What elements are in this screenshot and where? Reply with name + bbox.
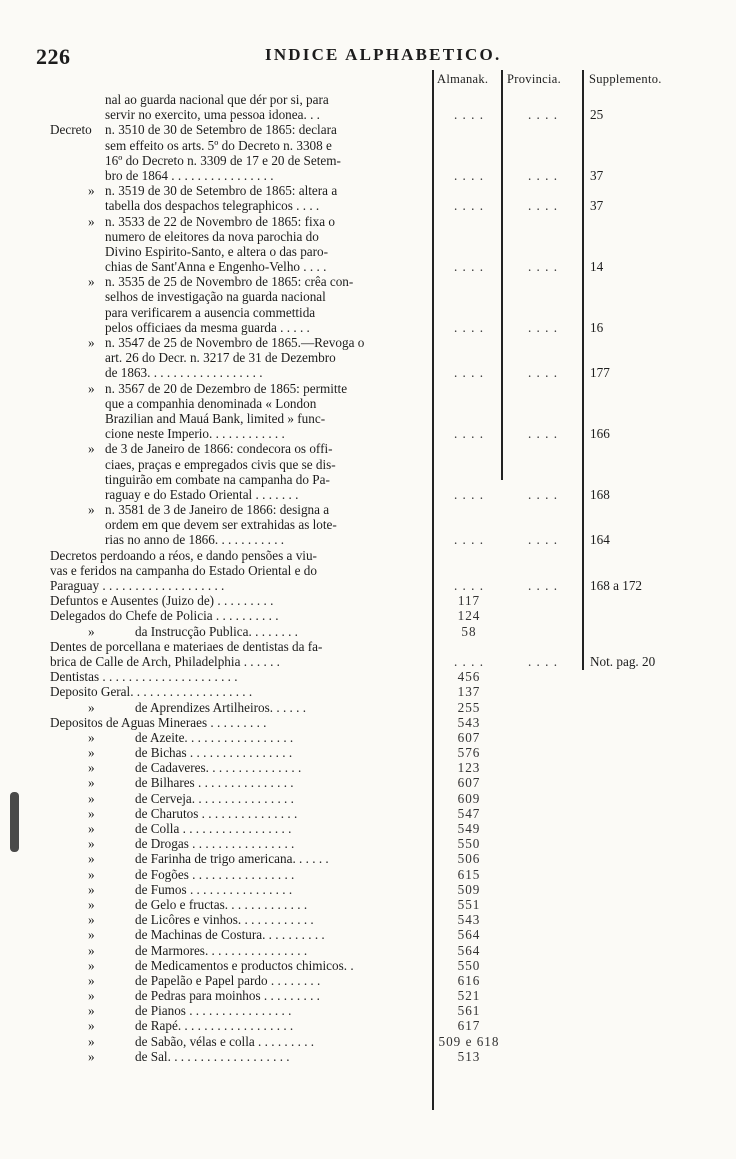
- index-line: [0, 92, 736, 107]
- almanak-ref: 607: [457, 775, 481, 791]
- entry-text: brica de Calle de Arch, Philadelphia . . . . . .: [50, 653, 280, 669]
- almanak-ref: 124: [457, 608, 481, 624]
- ditto-mark: »: [88, 836, 95, 852]
- ditto-mark: »: [88, 988, 95, 1004]
- ditto-mark: »: [88, 380, 95, 396]
- supplemento-ref: Not. pag. 20: [590, 653, 656, 669]
- entry-text: n. 3510 de 30 de Setembro de 1865: declara: [105, 122, 337, 138]
- index-line: [0, 381, 736, 396]
- index-line: [0, 320, 736, 335]
- ditto-mark: »: [88, 942, 95, 958]
- ditto-mark: »: [88, 745, 95, 761]
- index-line: [0, 350, 736, 365]
- entry-text: de Drogas . . . . . . . . . . . . . . . .: [135, 836, 295, 852]
- index-line: [0, 138, 736, 153]
- page-number: 226: [36, 44, 71, 69]
- index-line: [0, 684, 736, 699]
- entry-text: n. 3519 de 30 de Setembro de 1865: altera a: [105, 183, 338, 199]
- entry-text: de Aprendizes Artilheiros. . . . . .: [135, 699, 307, 715]
- provincia-ref: . . . .: [527, 198, 559, 214]
- supplemento-ref: 37: [590, 198, 604, 214]
- index-line: [0, 669, 736, 684]
- entry-text: Delegados do Chefe de Policia . . . . . . . . . .: [50, 608, 279, 624]
- index-line: [0, 897, 736, 912]
- ditto-mark: »: [88, 274, 95, 290]
- index-line: [0, 1034, 736, 1049]
- index-line: [0, 396, 736, 411]
- entry-text: de Sabão, vélas e colla . . . . . . . . .: [135, 1033, 315, 1049]
- entry-text: selhos de investigação na guarda nacional: [105, 289, 326, 305]
- almanak-ref: 137: [457, 684, 481, 700]
- entry-text: Dentes de porcellana e materiaes de dentistas da fa-: [50, 638, 323, 654]
- entry-text: de Farinha de trigo americana. . . . . .: [135, 851, 329, 867]
- entry-text: chias de Sant'Anna e Engenho-Velho . . . .: [105, 259, 327, 275]
- entry-text: tabella dos despachos telegraphicos . . . .: [105, 198, 320, 214]
- almanak-ref: . . . .: [453, 259, 485, 275]
- entry-text: sem effeito os arts. 5º do Decreto n. 3308 e: [105, 137, 332, 153]
- supplemento-ref: 177: [590, 365, 610, 381]
- almanak-ref: . . . .: [453, 167, 485, 183]
- index-line: [0, 593, 736, 608]
- provincia-ref: . . . .: [527, 107, 559, 123]
- entry-text: bro de 1864 . . . . . . . . . . . . . . . .: [105, 167, 274, 183]
- almanak-ref: . . . .: [453, 653, 485, 669]
- index-line: [0, 806, 736, 821]
- almanak-ref: . . . .: [453, 532, 485, 548]
- entry-heading: Decreto: [50, 122, 92, 138]
- entry-text: de Colla . . . . . . . . . . . . . . . . .: [135, 821, 292, 836]
- provincia-ref: . . . .: [527, 259, 559, 275]
- ditto-mark: »: [88, 881, 95, 897]
- index-line: [0, 457, 736, 472]
- index-line: [0, 214, 736, 229]
- almanak-ref: . . . .: [453, 578, 485, 593]
- entry-text: tinguirão em combate na campanha do Pa-: [105, 471, 330, 487]
- ditto-mark: »: [88, 729, 95, 745]
- ditto-mark: »: [88, 851, 95, 867]
- almanak-ref: . . . .: [453, 486, 485, 502]
- provincia-ref: . . . .: [527, 167, 559, 183]
- index-line: [0, 639, 736, 654]
- almanak-ref: 543: [457, 912, 481, 928]
- provincia-ref: . . . .: [527, 578, 559, 593]
- ditto-mark: »: [88, 957, 95, 973]
- almanak-ref: 576: [457, 745, 481, 761]
- index-line: [0, 988, 736, 1003]
- index-line: [0, 745, 736, 760]
- ditto-mark: »: [88, 821, 95, 836]
- ditto-mark: »: [88, 775, 95, 791]
- provincia-ref: . . . .: [527, 426, 559, 442]
- entry-text: de Cadaveres. . . . . . . . . . . . . . .: [135, 760, 302, 776]
- index-line: [0, 1003, 736, 1018]
- index-line: [0, 365, 736, 380]
- index-line: [0, 608, 736, 623]
- entry-text: de Machinas de Costura. . . . . . . . . .: [135, 927, 325, 943]
- almanak-ref: 609: [457, 790, 481, 806]
- almanak-ref: 561: [457, 1003, 481, 1019]
- almanak-ref: 506: [457, 851, 481, 867]
- entry-text: pelos officiaes da mesma guarda . . . . .: [105, 319, 310, 335]
- almanak-ref: 550: [457, 836, 481, 852]
- index-line: [0, 578, 736, 593]
- index-line: [0, 532, 736, 547]
- column-header-supplemento: Supplemento.: [589, 72, 662, 86]
- entry-text: art. 26 do Decr. n. 3217 de 31 de Dezembro: [105, 350, 336, 366]
- entry-text: de Fumos . . . . . . . . . . . . . . . .: [135, 881, 293, 897]
- index-line: [0, 229, 736, 244]
- entry-text: cione neste Imperio. . . . . . . . . . . .: [105, 426, 285, 442]
- provincia-ref: . . . .: [527, 532, 559, 548]
- entry-text: numero de eleitores da nova parochia do: [105, 228, 319, 244]
- index-line: [0, 426, 736, 441]
- entry-text: ordem em que devem ser extrahidas as lote-: [105, 517, 337, 533]
- index-line: [0, 700, 736, 715]
- entry-text: de Charutos . . . . . . . . . . . . . . .: [135, 805, 298, 821]
- entry-text: de Fogões . . . . . . . . . . . . . . . .: [135, 866, 295, 882]
- entry-text: de Marmores. . . . . . . . . . . . . . . .: [135, 942, 308, 958]
- index-line: [0, 927, 736, 942]
- index-line: [0, 836, 736, 851]
- index-line: [0, 715, 736, 730]
- index-line: [0, 472, 736, 487]
- supplemento-ref: 14: [590, 259, 604, 275]
- ditto-mark: »: [88, 699, 95, 715]
- entry-text: que a companhia denominada « London: [105, 395, 317, 411]
- entry-text: Decretos perdoando a réos, e dando pensões a viu-: [50, 547, 317, 563]
- ditto-mark: »: [88, 927, 95, 943]
- page-title: INDICE ALPHABETICO.: [265, 45, 502, 64]
- index-line: [0, 563, 736, 578]
- entry-text: Brazilian and Mauá Bank, limited » func-: [105, 410, 326, 426]
- almanak-ref: 456: [457, 669, 481, 685]
- supplemento-ref: 37: [590, 167, 604, 183]
- entry-text: de Sal. . . . . . . . . . . . . . . . . . .: [135, 1048, 290, 1064]
- entry-text: rias no anno de 1866. . . . . . . . . . .: [105, 532, 285, 548]
- ditto-mark: »: [88, 896, 95, 912]
- ditto-mark: »: [88, 912, 95, 928]
- index-line: [0, 1049, 736, 1064]
- index-line: [0, 548, 736, 563]
- entry-text: Depositos de Aguas Mineraes . . . . . . . . .: [50, 714, 267, 730]
- ditto-mark: »: [88, 183, 95, 199]
- entry-text: para verificarem a ausencia commettida: [105, 304, 316, 320]
- entry-text: de Cerveja. . . . . . . . . . . . . . . .: [135, 790, 294, 806]
- index-line: [0, 943, 736, 958]
- index-line: [0, 305, 736, 320]
- entry-text: de Medicamentos e productos chimicos. .: [135, 957, 354, 973]
- provincia-ref: . . . .: [527, 486, 559, 502]
- index-line: [0, 168, 736, 183]
- entry-text: Paraguay . . . . . . . . . . . . . . . . . . .: [50, 578, 225, 593]
- almanak-ref: 564: [457, 927, 481, 943]
- ditto-mark: »: [88, 866, 95, 882]
- index-line: [0, 624, 736, 639]
- almanak-ref: 549: [457, 821, 481, 836]
- supplemento-ref: 168: [590, 486, 610, 502]
- almanak-ref: 616: [457, 972, 481, 988]
- ditto-mark: »: [88, 335, 95, 350]
- entry-text: n. 3581 de 3 de Janeiro de 1866: designa a: [105, 502, 330, 518]
- entry-text: de 1863. . . . . . . . . . . . . . . . . .: [105, 365, 263, 381]
- index-line: [0, 441, 736, 456]
- entry-text: Deposito Geral. . . . . . . . . . . . . . . . . . .: [50, 684, 253, 700]
- ditto-mark: »: [88, 1018, 95, 1034]
- almanak-ref: . . . .: [453, 426, 485, 442]
- entry-text: de Bilhares . . . . . . . . . . . . . . .: [135, 775, 294, 791]
- index-line: [0, 107, 736, 122]
- ditto-mark: »: [88, 760, 95, 776]
- entry-text: de Rapé. . . . . . . . . . . . . . . . . .: [135, 1018, 294, 1034]
- entry-text: da Instrucção Publica. . . . . . . .: [135, 623, 298, 639]
- entry-text: n. 3547 de 25 de Novembro de 1865.—Revoga o: [105, 335, 365, 350]
- ditto-mark: »: [88, 213, 95, 229]
- index-line: [0, 760, 736, 775]
- index-line: [0, 153, 736, 168]
- entry-text: de 3 de Janeiro de 1866: condecora os offi-: [105, 441, 333, 457]
- index-line: [0, 882, 736, 897]
- index-line: [0, 259, 736, 274]
- ditto-mark: »: [88, 790, 95, 806]
- entry-text: Dentistas . . . . . . . . . . . . . . . . . . . . .: [50, 669, 238, 685]
- entry-text: vas e feridos na campanha do Estado Oriental e do: [50, 562, 317, 578]
- index-line: [0, 122, 736, 137]
- index-line: [0, 274, 736, 289]
- index-line: [0, 791, 736, 806]
- entry-text: n. 3567 de 20 de Dezembro de 1865: permitte: [105, 380, 348, 396]
- almanak-ref: 550: [457, 957, 481, 973]
- almanak-ref: 615: [457, 866, 481, 882]
- almanak-ref: 513: [457, 1048, 481, 1064]
- almanak-ref: 117: [457, 593, 481, 609]
- index-line: [0, 867, 736, 882]
- entry-text: Defuntos e Ausentes (Juizo de) . . . . . . . . .: [50, 593, 274, 609]
- entry-text: 16º do Decreto n. 3309 de 17 e 20 de Setem-: [105, 152, 341, 168]
- almanak-ref: . . . .: [453, 319, 485, 335]
- entry-text: n. 3533 de 22 de Novembro de 1865: fixa o: [105, 213, 336, 229]
- almanak-ref: 521: [457, 988, 481, 1004]
- index-line: [0, 775, 736, 790]
- provincia-ref: . . . .: [527, 365, 559, 381]
- entry-text: de Bichas . . . . . . . . . . . . . . . .: [135, 745, 293, 761]
- index-line: [0, 411, 736, 426]
- index-line: [0, 244, 736, 259]
- almanak-ref: 58: [461, 623, 477, 639]
- ditto-mark: »: [88, 1003, 95, 1019]
- index-line: [0, 517, 736, 532]
- ditto-mark: »: [88, 805, 95, 821]
- almanak-ref: 551: [457, 896, 481, 912]
- index-line: [0, 958, 736, 973]
- supplemento-ref: 25: [590, 107, 604, 123]
- entry-text: raguay e do Estado Oriental . . . . . . .: [105, 486, 299, 502]
- index-line: [0, 730, 736, 745]
- ditto-mark: »: [88, 1033, 95, 1049]
- index-line: [0, 973, 736, 988]
- almanak-ref: 607: [457, 729, 481, 745]
- entry-text: de Azeite. . . . . . . . . . . . . . . . .: [135, 729, 294, 745]
- almanak-ref: 509 e 618: [438, 1033, 500, 1049]
- index-line: [0, 198, 736, 213]
- ditto-mark: »: [88, 502, 95, 518]
- entry-text: de Gelo e fructas. . . . . . . . . . . . .: [135, 896, 308, 912]
- almanak-ref: 123: [457, 760, 481, 776]
- index-line: [0, 1018, 736, 1033]
- ditto-mark: »: [88, 972, 95, 988]
- index-line: [0, 654, 736, 669]
- provincia-ref: . . . .: [527, 319, 559, 335]
- almanak-ref: . . . .: [453, 198, 485, 214]
- index-line: [0, 335, 736, 350]
- almanak-ref: 564: [457, 942, 481, 958]
- almanak-ref: 255: [457, 699, 481, 715]
- index-line: [0, 487, 736, 502]
- entry-text: Divino Espirito-Santo, e altera o das paro-: [105, 243, 329, 259]
- almanak-ref: 543: [457, 714, 481, 730]
- index-line: [0, 289, 736, 304]
- index-line: [0, 821, 736, 836]
- almanak-ref: 617: [457, 1018, 481, 1034]
- entry-text: de Pianos . . . . . . . . . . . . . . . .: [135, 1003, 292, 1019]
- entry-text: de Papelão e Papel pardo . . . . . . . .: [135, 972, 321, 988]
- index-line: [0, 183, 736, 198]
- provincia-ref: . . . .: [527, 653, 559, 669]
- almanak-ref: . . . .: [453, 107, 485, 123]
- ditto-mark: »: [88, 623, 95, 639]
- supplemento-ref: 164: [590, 532, 610, 548]
- entry-text: ciaes, praças e empregados civis que se dis-: [105, 456, 336, 472]
- ditto-mark: »: [88, 1048, 95, 1064]
- column-header-provincia: Provincia.: [507, 72, 562, 86]
- entry-text: nal ao guarda nacional que dér por si, para: [105, 92, 329, 107]
- supplemento-ref: 16: [590, 319, 604, 335]
- supplemento-ref: 166: [590, 426, 610, 442]
- column-header-almanak: Almanak.: [437, 72, 489, 86]
- ditto-mark: »: [88, 441, 95, 457]
- supplemento-ref: 168 a 172: [590, 578, 643, 593]
- entry-text: n. 3535 de 25 de Novembro de 1865: crêa con-: [105, 274, 354, 290]
- index-entries: [0, 92, 736, 1064]
- entry-text: de Licôres e vinhos. . . . . . . . . . . .: [135, 912, 314, 928]
- index-line: [0, 912, 736, 927]
- entry-text: de Pedras para moinhos . . . . . . . . .: [135, 988, 320, 1004]
- almanak-ref: . . . .: [453, 365, 485, 381]
- index-line: [0, 851, 736, 866]
- entry-text: servir no exercito, uma pessoa idonea. . .: [105, 107, 320, 123]
- almanak-ref: 547: [457, 805, 481, 821]
- index-line: [0, 502, 736, 517]
- almanak-ref: 509: [457, 881, 481, 897]
